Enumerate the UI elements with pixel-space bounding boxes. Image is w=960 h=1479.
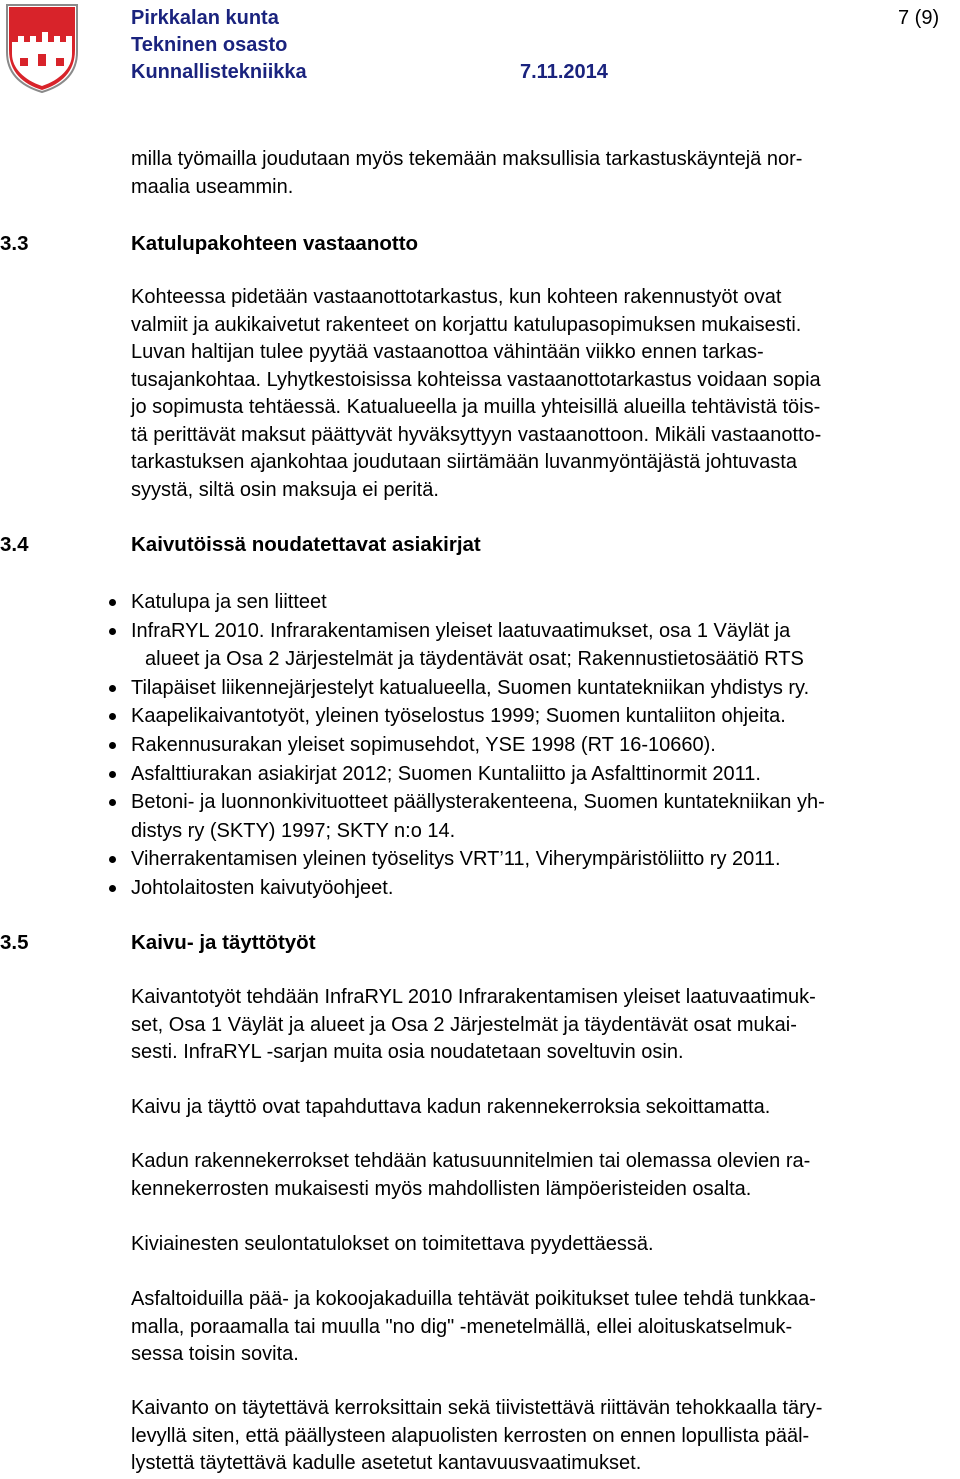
section-paragraph <box>131 284 957 504</box>
text-line: kennekerrosten mukaisesti myös mahdollisten lämpöeristeiden osalta. <box>131 1177 752 1200</box>
text-line: levyllä siten, että päällysteen alapuolisten kerrosten on ennen lopullista pääl- <box>131 1424 810 1447</box>
bullet-dot-icon <box>109 856 116 863</box>
text-line: Kaivantotyöt tehdään InfraRYL 2010 Infrarakentamisen yleiset laatuvaatimuk- <box>131 986 816 1008</box>
text-line: Kiviainesten seulontatulokset on toimitettava pyydettäessä. <box>131 1233 654 1255</box>
bullet-dot-icon <box>109 713 116 720</box>
list-item <box>131 760 957 789</box>
document-list <box>131 588 957 903</box>
section-title: Kaivu- ja täyttötyöt <box>131 931 316 954</box>
text-line: sessa toisin sovita. <box>131 1343 299 1365</box>
list-item <box>131 788 957 845</box>
bullet-dot-icon <box>109 599 116 606</box>
section-paragraph <box>131 1231 957 1259</box>
bullet-dot-icon <box>109 799 116 806</box>
list-item-text: Viherrakentamisen yleinen työselitys VRT’11, Viherympäristöliitto ry 2011. <box>131 848 781 871</box>
section-number: 3.3 <box>0 232 29 255</box>
list-item-text: Tilapäiset liikennejärjestelyt katualueella, Suomen kuntatekniikan yhdistys ry. <box>131 676 810 699</box>
list-item-continuation: distys ry (SKTY) 1997; SKTY n:o 14. <box>131 819 456 842</box>
bullet-dot-icon <box>109 771 116 778</box>
section-paragraph <box>131 1286 957 1369</box>
list-item-text: InfraRYL 2010. Infrarakentamisen yleiset laatuvaatimukset, osa 1 Väylät ja <box>131 619 791 642</box>
text-line: jo sopimusta tehtäessä. Katualueella ja muilla yhteisillä alueilla tehtävistä töis- <box>131 396 821 418</box>
text-line: Kadun rakennekerrokset tehdään katusuunnitelmien tai olemassa olevien ra- <box>131 1150 811 1172</box>
section-number: 3.5 <box>0 931 29 954</box>
list-item <box>131 674 957 703</box>
bullet-dot-icon <box>109 685 116 692</box>
list-item-text: Asfalttiurakan asiakirjat 2012; Suomen Kuntaliitto ja Asfalttinormit 2011. <box>131 762 761 785</box>
text-line: valmiit ja aukikaivetut rakenteet on korjattu katulupasopimuksen mukaisesti. <box>131 313 802 336</box>
list-item <box>131 702 957 731</box>
bullet-dot-icon <box>109 885 116 892</box>
text-line: tarkastuksen ajankohtaa joudutaan siirtämään luvanmyöntäjästä johtuvasta <box>131 451 797 473</box>
text-line: tusajankohtaa. Lyhytkestoisissa kohteissa vastaanottotarkastus voidaan sopia <box>131 368 821 391</box>
section-paragraph <box>131 1094 957 1122</box>
text-line: sesti. InfraRYL -sarjan muita osia noudatetaan soveltuvin osin. <box>131 1041 684 1063</box>
org-name: Pirkkalan kunta <box>131 7 279 29</box>
unit-name: Kunnallistekniikka <box>131 61 307 83</box>
text-line: Kohteessa pidetään vastaanottotarkastus, kun kohteen rakennustyöt ovat <box>131 286 782 308</box>
text-line: set, Osa 1 Väylät ja alueet ja Osa 2 Järjestelmät ja täydentävät osat mukai- <box>131 1013 797 1036</box>
text-line: tä perittävät maksut päättyvät hyväksyttyyn vastaanottoon. Mikäli vastaanotto- <box>131 423 822 446</box>
list-item <box>131 731 957 760</box>
text-line: syystä, siltä osin maksuja ei peritä. <box>131 478 439 501</box>
municipal-crest-icon <box>4 2 80 94</box>
text-line: malla, poraamalla tai muulla "no dig" -menetelmällä, ellei aloituskatselmuk- <box>131 1315 793 1338</box>
list-item <box>131 617 957 674</box>
text-line: Kaivanto on täytettävä kerroksittain sekä tiivistettävä riittävän tehokkaalla täry- <box>131 1397 823 1419</box>
page-number: 7 (9) <box>898 7 940 29</box>
section-paragraph <box>131 984 957 1067</box>
list-item-text: Katulupa ja sen liitteet <box>131 591 327 613</box>
bullet-dot-icon <box>109 628 116 635</box>
department-name: Tekninen osasto <box>131 34 288 56</box>
document-date: 7.11.2014 <box>520 61 608 83</box>
list-item-text: Johtolaitosten kaivutyöohjeet. <box>131 876 394 899</box>
section-paragraph <box>131 1148 957 1203</box>
list-item <box>131 845 957 874</box>
list-item-text: Kaapelikaivantotyöt, yleinen työselostus 1999; Suomen kuntaliiton ohjeita. <box>131 705 786 728</box>
text-line: lystettä täytettävä kadulle asetetut kantavuusvaatimukset. <box>131 1452 642 1474</box>
text-line: maalia useammin. <box>131 175 294 198</box>
list-item-continuation: alueet ja Osa 2 Järjestelmät ja täydentävät osat; Rakennustietosäätiö RTS <box>145 648 804 671</box>
list-item <box>131 588 957 617</box>
text-line: Asfaltoiduilla pää- ja kokoojakaduilla tehtävät poikitukset tulee tehdä tunkkaa- <box>131 1288 816 1310</box>
bullet-dot-icon <box>109 742 116 749</box>
text-line: Kaivu ja täyttö ovat tapahduttava kadun rakennekerroksia sekoittamatta. <box>131 1096 771 1118</box>
section-number: 3.4 <box>0 533 29 556</box>
text-line: milla työmailla joudutaan myös tekemään maksullisia tarkastuskäyntejä nor- <box>131 148 803 170</box>
section-paragraph <box>131 1395 957 1478</box>
list-item <box>131 874 957 903</box>
list-item-text: Betoni- ja luonnonkivituotteet päällysterakenteena, Suomen kuntatekniikan yh- <box>131 791 825 814</box>
list-item-text: Rakennusurakan yleiset sopimusehdot, YSE 1998 (RT 16-10660). <box>131 733 716 756</box>
text-line: Luvan haltijan tulee pyytää vastaanottoa vähintään viikko ennen tarkas- <box>131 341 764 363</box>
section-title: Kaivutöissä noudatettavat asiakirjat <box>131 533 481 556</box>
intro-paragraph <box>131 146 957 201</box>
section-title: Katulupakohteen vastaanotto <box>131 232 419 255</box>
